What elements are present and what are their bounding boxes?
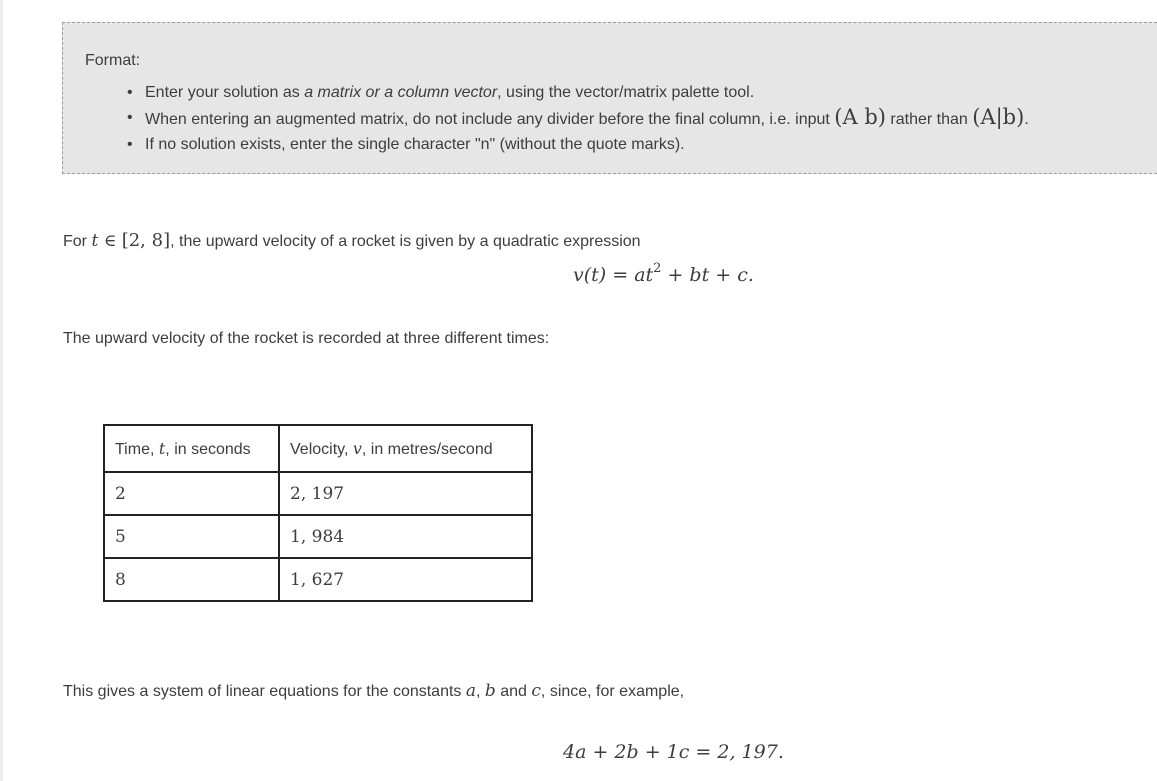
math-augmented-incorrect: (A|b) — [972, 105, 1025, 129]
cell-velocity: 2, 197 — [279, 472, 532, 515]
intro-paragraph: For t ∈ [2, 8], the upward velocity of a rocket is given by a quadratic expression — [63, 230, 641, 251]
cell-time: 8 — [104, 558, 279, 601]
left-border — [0, 0, 3, 781]
math-augmented-correct: (A b) — [834, 105, 886, 129]
header-velocity: Velocity, v, in metres/second — [279, 425, 532, 472]
format-list — [125, 80, 1029, 157]
emphasis-text: a matrix or a column vector — [304, 84, 498, 101]
format-bullet-3: • If no solution exists, enter the single character "n" (without the quote marks). — [125, 132, 1029, 157]
cell-time: 5 — [104, 515, 279, 558]
velocity-equation: $v(t) = at^2$ + bt + c. — [573, 261, 754, 286]
format-bullet-2: • When entering an augmented matrix, do not include any divider before the final column, i.e. input (A b) rather than (A|b). — [127, 105, 1029, 129]
cell-velocity: 1, 984 — [279, 515, 532, 558]
table-row — [104, 558, 532, 601]
format-bullet-1: • Enter your solution as a matrix or a column vector, using the vector/matrix palette tool. — [125, 80, 1029, 105]
recorded-paragraph: The upward velocity of the rocket is recorded at three different times: — [63, 330, 550, 347]
bullet-icon: • — [127, 109, 133, 126]
cell-time: 2 — [104, 472, 279, 515]
header-time: Time, t, in seconds — [104, 425, 279, 472]
interval: [2, 8] — [121, 230, 171, 251]
format-title: Format: — [85, 52, 141, 69]
table-header-row — [104, 425, 532, 472]
format-instructions-box — [62, 22, 1157, 174]
table-row — [104, 472, 532, 515]
velocity-table — [103, 424, 533, 602]
example-equation: 4a + 2b + 1c = 2, 197. — [563, 741, 784, 763]
table-row — [104, 515, 532, 558]
bullet-icon: • — [127, 136, 133, 153]
system-paragraph: This gives a system of linear equations for the constants a, b and c, since, for example, — [63, 681, 685, 701]
cell-velocity: 1, 627 — [279, 558, 532, 601]
bullet-icon: • — [127, 84, 133, 101]
